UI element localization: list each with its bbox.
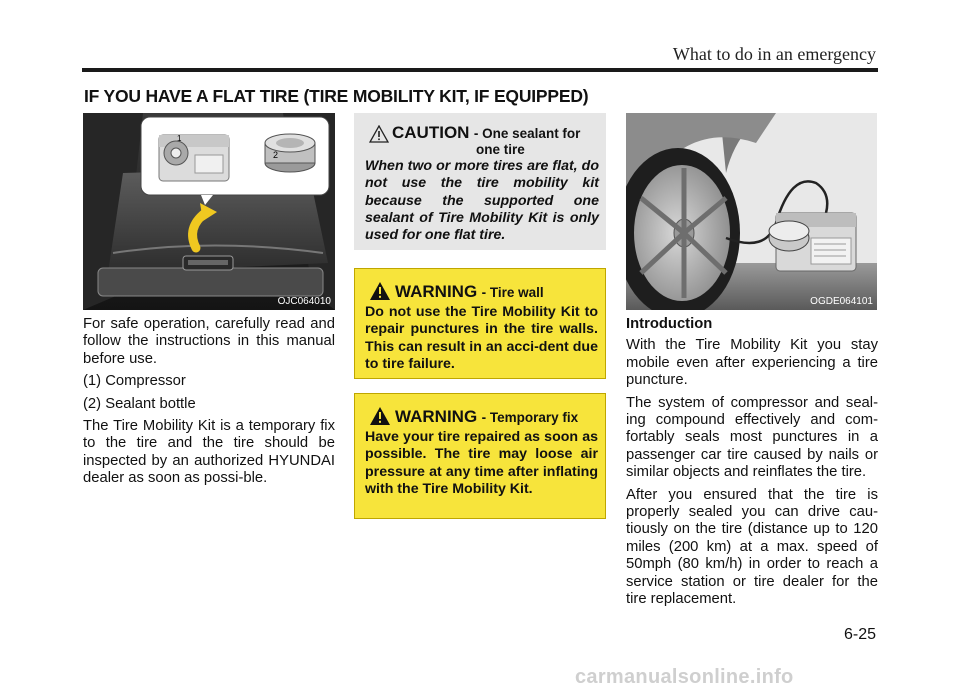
left-column [83, 316, 335, 493]
sealant-label: 2 [273, 150, 279, 160]
watermark: carmanualsonline.info [575, 666, 794, 688]
warning-heading: WARNING [395, 407, 478, 426]
figure-code: OGDE064101 [810, 296, 873, 307]
caution-box [354, 113, 606, 250]
tire-illustration [626, 113, 877, 310]
body-paragraph: The system of compressor and seal-ing compound effectively and com-fortably seals most punctures in a passenger car tire caused by nails or similar objects and reinflates the tire. [626, 394, 878, 481]
caution-icon [369, 125, 389, 143]
trunk-kit-photo [83, 113, 335, 310]
warning-box-tire-wall [354, 268, 606, 379]
page-number: 6-25 [843, 626, 876, 643]
body-paragraph: With the Tire Mobility Kit you stay mobile even after experiencing a tire puncture. [626, 337, 878, 389]
header-rule [82, 68, 878, 72]
compressor-label: 1 [177, 134, 182, 143]
tire-kit-photo [626, 113, 877, 310]
caution-subtitle: - One sealant for [473, 126, 581, 141]
intro-paragraph: For safe operation, carefully read and follow the instructions in this manual before use. [83, 316, 335, 367]
section-title: What to do in an emergency [672, 44, 876, 64]
trunk-illustration [83, 113, 335, 310]
body-paragraph: The Tire Mobility Kit is a temporary fix to the tire and the tire should be inspected by an authorized HYUNDAI dealer as soon as possi-ble. [83, 418, 335, 487]
list-item: (1) Compressor [83, 373, 186, 390]
warning-icon [369, 281, 391, 301]
caution-subtitle-2: one tire [476, 142, 525, 157]
figure-code: OJC064010 [277, 296, 331, 307]
introduction-heading: Introduction [626, 316, 713, 332]
warning-heading: WARNING [395, 282, 478, 301]
body-paragraph: After you ensured that the tire is properly sealed you can drive cau-tiously on the tire (distance up to 120 miles (200 km) at a max. speed of 50mph (80 km/h) in order to reach a service station or tire dealer for the tire replacement. [626, 486, 878, 608]
caution-heading: CAUTION [392, 123, 470, 142]
warning-icon [369, 406, 391, 426]
warning-subtitle: - Tire wall [481, 285, 544, 300]
right-column [626, 316, 878, 614]
warning-subtitle: - Temporary fix [481, 410, 579, 425]
caution-body: When two or more tires are flat, do not use the tire mobility kit because the supported one sealant of Tire Mobility Kit is only used for one flat tire. [365, 158, 599, 244]
page-heading: IF YOU HAVE A FLAT TIRE (TIRE MOBILITY KIT, IF EQUIPPED) [84, 86, 589, 106]
warning-box-temporary-fix [354, 393, 606, 519]
list-item: (2) Sealant bottle [83, 395, 196, 412]
warning-body: Have your tire repaired as soon as possible. The tire may loose air pressure at any time after inflating with the Tire Mobility Kit. [365, 429, 598, 497]
warning-body: Do not use the Tire Mobility Kit to repair punctures in the tire walls. This can result in an acci-dent due to tire failure. [365, 304, 598, 372]
